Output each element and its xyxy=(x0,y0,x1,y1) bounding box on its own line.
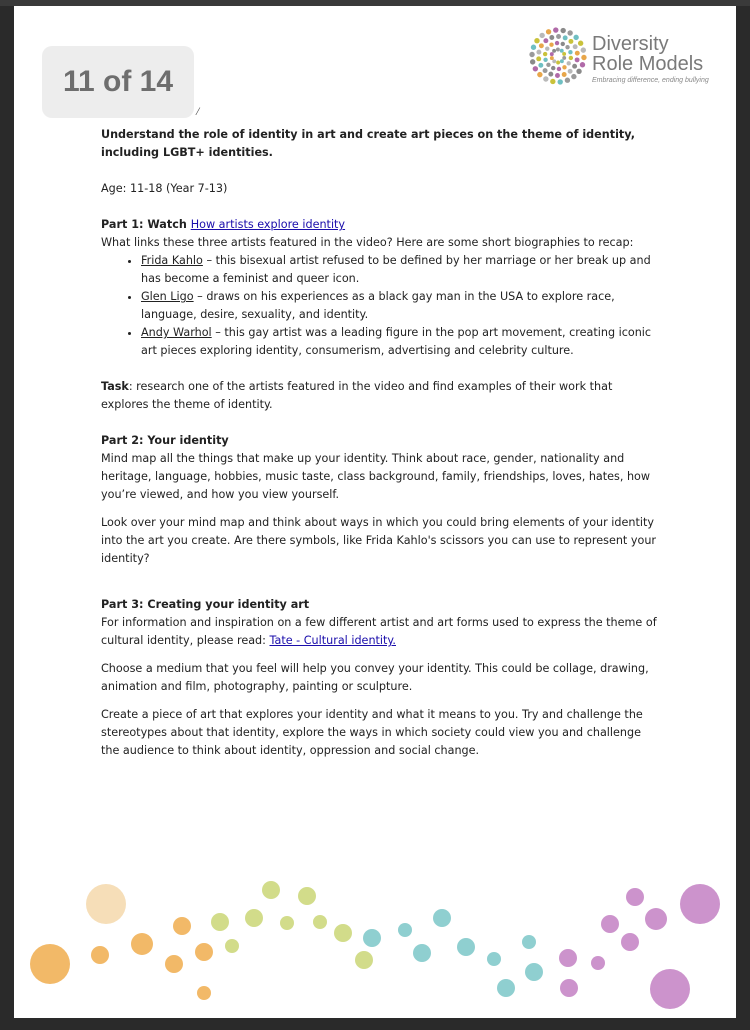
part1-heading-line xyxy=(101,216,661,234)
logo-dot xyxy=(548,72,553,77)
logo-dot xyxy=(546,29,551,34)
part3-paragraph-2: Choose a medium that you feel will help you convey your identity. This could be collage, drawing, animation and film, photography, painting or sculpture. xyxy=(101,662,649,693)
decorative-dot xyxy=(522,935,536,949)
logo-dot xyxy=(560,28,565,33)
decorative-dot xyxy=(497,979,515,997)
decorative-dot xyxy=(245,909,263,927)
task-label: Task xyxy=(101,380,129,393)
logo-dot xyxy=(543,38,548,43)
list-item xyxy=(141,288,661,324)
logo-dot xyxy=(580,62,585,67)
logo-dot xyxy=(562,65,566,69)
decorative-dot xyxy=(334,924,352,942)
decorative-dot xyxy=(591,956,605,970)
part3-paragraph-1-text: For information and inspiration on a few different artist and art forms used to express the theme of cultural identity, please read: xyxy=(101,616,657,647)
logo-dot-burst-icon xyxy=(526,24,590,88)
logo-dot xyxy=(555,73,560,78)
decorative-dot xyxy=(601,915,619,933)
video-link[interactable]: How artists explore identity xyxy=(190,218,346,231)
logo-dot xyxy=(543,58,547,62)
logo-dot xyxy=(549,43,553,47)
logo-dot xyxy=(536,50,541,55)
decorative-dot xyxy=(363,929,381,947)
logo-dot xyxy=(539,33,544,38)
logo-dot xyxy=(538,63,543,68)
decorative-dots-footer xyxy=(14,866,736,1018)
logo-dot xyxy=(533,66,538,71)
tate-link[interactable]: Tate - Cultural identity. xyxy=(269,634,396,647)
decorative-dot xyxy=(197,986,211,1000)
artist-description: – this bisexual artist refused to be defined by her marriage or her break up and has become a feminist and queer icon. xyxy=(141,254,651,285)
logo-dot xyxy=(568,39,573,44)
logo-dot xyxy=(562,52,566,56)
logo-tagline: Embracing difference, ending bullying xyxy=(592,77,709,84)
logo-dot xyxy=(563,35,568,40)
decorative-dot xyxy=(30,944,70,984)
diversity-role-models-logo xyxy=(526,24,726,94)
decorative-dot xyxy=(487,952,501,966)
logo-dot xyxy=(537,72,542,77)
logo-dot xyxy=(567,30,572,35)
page-counter: 11 of 14 xyxy=(42,46,194,118)
logo-dot xyxy=(558,79,563,84)
decorative-dot xyxy=(173,917,191,935)
logo-dot xyxy=(573,44,578,49)
logo-dot xyxy=(562,56,566,60)
decorative-dot xyxy=(262,881,280,899)
logo-dot xyxy=(560,49,564,53)
logo-dot xyxy=(534,38,539,43)
logo-dot xyxy=(560,59,564,63)
logo-dot xyxy=(565,45,569,49)
decorative-dot xyxy=(131,933,153,955)
logo-dot xyxy=(557,67,561,71)
list-item xyxy=(141,252,661,288)
document-body xyxy=(101,126,661,760)
logo-dot xyxy=(575,57,580,62)
decorative-dot xyxy=(195,943,213,961)
lesson-title: Understand the role of identity in art and create art pieces on the theme of identity, including LGBT+ identities. xyxy=(101,128,635,159)
logo-dot xyxy=(556,48,560,52)
part1-intro: What links these three artists featured in the video? Here are some short biographies to recap: xyxy=(101,236,634,249)
logo-dot xyxy=(568,50,572,54)
logo-dot xyxy=(545,46,549,50)
decorative-dot xyxy=(413,944,431,962)
logo-dot xyxy=(576,69,581,74)
logo-dot xyxy=(572,64,577,69)
logo-name xyxy=(592,34,703,74)
decorative-dot xyxy=(211,913,229,931)
logo-dot xyxy=(568,69,573,74)
logo-dot xyxy=(575,51,580,56)
decorative-dot xyxy=(225,939,239,953)
decorative-dot xyxy=(560,979,578,997)
logo-dot xyxy=(529,52,534,57)
artist-name: Andy Warhol xyxy=(141,326,212,339)
logo-dot xyxy=(561,42,565,46)
logo-dot xyxy=(550,56,554,60)
logo-dot xyxy=(543,68,548,73)
part2-paragraph-2: Look over your mind map and think about ways in which you could bring elements of your identity into the art you create. Are there symbols, like Frida Kahlo's scissors you can use to represent your identity? xyxy=(101,516,657,565)
logo-dot xyxy=(530,59,535,64)
page-counter-tail: / xyxy=(196,104,200,118)
logo-dot xyxy=(555,41,559,45)
logo-dot xyxy=(556,34,561,39)
decorative-dot xyxy=(650,969,690,1009)
decorative-dot xyxy=(91,946,109,964)
task-paragraph xyxy=(101,378,661,414)
logo-dot xyxy=(550,79,555,84)
logo-dot xyxy=(551,66,555,70)
logo-dot xyxy=(531,45,536,50)
decorative-dot xyxy=(626,888,644,906)
logo-dot xyxy=(571,74,576,79)
decorative-dot xyxy=(313,915,327,929)
logo-dot xyxy=(581,47,586,52)
decorative-dot xyxy=(433,909,451,927)
logo-name-line1: Diversity xyxy=(592,33,669,55)
part3-heading: Part 3: Creating your identity art xyxy=(101,598,310,611)
age-range: Age: 11-18 (Year 7-13) xyxy=(101,182,228,195)
decorative-dot xyxy=(680,884,720,924)
logo-dot xyxy=(553,27,558,32)
part2-heading: Part 2: Your identity xyxy=(101,434,229,447)
decorative-dot xyxy=(457,938,475,956)
part3-paragraph-3: Create a piece of art that explores your identity and what it means to you. Try and challenge the stereotypes about that identity, explore the ways in which society could view you and challenge the audience to think about identity, oppression and social change. xyxy=(101,708,643,757)
artist-description: – draws on his experiences as a black gay man in the USA to explore race, language, desire, sexuality, and identity. xyxy=(141,290,615,321)
logo-dot xyxy=(556,61,560,65)
logo-dot xyxy=(550,52,554,56)
logo-dot xyxy=(539,43,544,48)
list-item xyxy=(141,324,661,360)
logo-dot xyxy=(578,41,583,46)
decorative-dot xyxy=(525,963,543,981)
part1-heading: Part 1: Watch xyxy=(101,218,191,231)
decorative-dot xyxy=(355,951,373,969)
decorative-dot xyxy=(165,955,183,973)
logo-dot xyxy=(543,52,547,56)
decorative-dot xyxy=(86,884,126,924)
logo-dot xyxy=(573,35,578,40)
logo-dot xyxy=(562,72,567,77)
logo-dot xyxy=(581,55,586,60)
decorative-dot xyxy=(398,923,412,937)
decorative-dot xyxy=(280,916,294,930)
logo-dot xyxy=(546,63,550,67)
logo-dot xyxy=(543,76,548,81)
document-page xyxy=(14,6,736,1018)
logo-dot xyxy=(549,35,554,40)
artist-list xyxy=(101,252,661,360)
logo-dot xyxy=(567,61,571,65)
logo-dot xyxy=(536,56,541,61)
decorative-dot xyxy=(298,887,316,905)
logo-dot xyxy=(552,59,556,63)
decorative-dot xyxy=(559,949,577,967)
artist-name: Frida Kahlo xyxy=(141,254,203,267)
task-text: : research one of the artists featured in the video and find examples of their work that explores the theme of identity. xyxy=(101,380,613,411)
decorative-dot xyxy=(621,933,639,951)
decorative-dot xyxy=(645,908,667,930)
artist-name: Glen Ligo xyxy=(141,290,194,303)
logo-dot xyxy=(569,56,573,60)
part2-paragraph-1: Mind map all the things that make up your identity. Think about race, gender, nationality and heritage, language, hobbies, music taste, class background, family, friendships, loves, hates, how you’re viewed, and how you view yourself. xyxy=(101,452,651,501)
logo-dot xyxy=(565,78,570,83)
artist-description: – this gay artist was a leading figure in the pop art movement, creating iconic art pieces exploring identity, consumerism, advertising and celebrity culture. xyxy=(141,326,652,357)
logo-dot xyxy=(552,49,556,53)
logo-name-line2: Role Models xyxy=(592,53,704,75)
part3-paragraph-1 xyxy=(101,614,661,650)
